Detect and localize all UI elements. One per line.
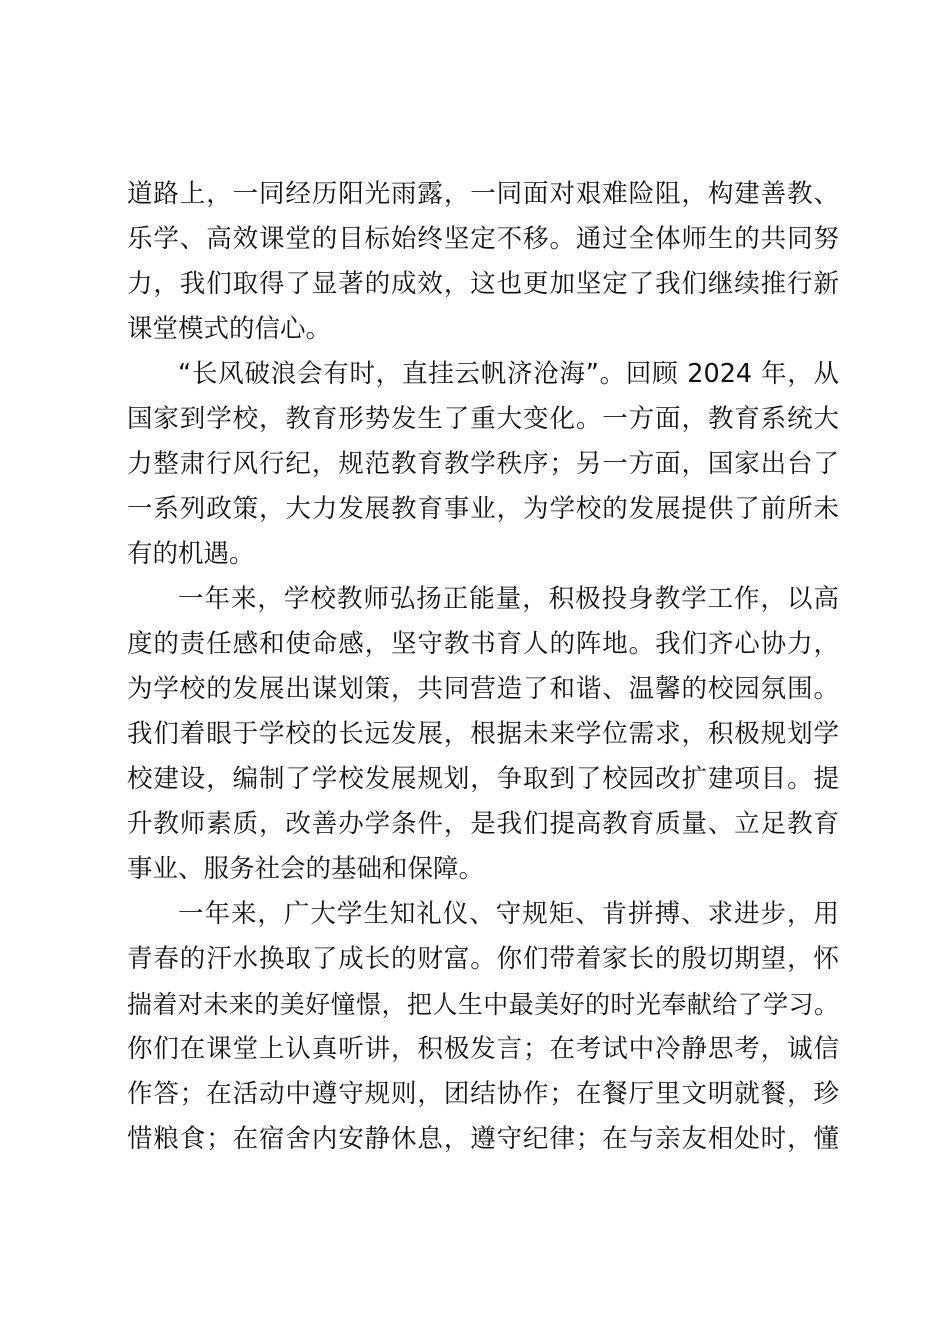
text-line: 度的责任感和使命感，坚守教书育人的阵地。我们齐心协力， xyxy=(127,629,839,659)
text-line: 我们着眼于学校的长远发展，根据未来学位需求，积极规划学 xyxy=(127,719,839,749)
paragraph-2 xyxy=(127,352,839,577)
document-body xyxy=(127,172,839,1162)
text-line: 作答；在活动中遵守规则，团结协作；在餐厅里文明就餐，珍 xyxy=(127,1079,839,1109)
text-line: 校建设，编制了学校发展规划，争取到了校园改扩建项目。提 xyxy=(127,764,839,794)
text-line: 事业、服务社会的基础和保障。 xyxy=(127,854,485,884)
paragraph-1 xyxy=(127,172,839,352)
paragraph-3 xyxy=(127,577,839,892)
text-line: 一年来，学校教师弘扬正能量，积极投身教学工作，以高 xyxy=(178,584,839,614)
text-line: 青春的汗水换取了成长的财富。你们带着家长的殷切期望，怀 xyxy=(127,944,839,974)
text-line: 一系列政策，大力发展教育事业，为学校的发展提供了前所未 xyxy=(127,494,839,524)
paragraph-4 xyxy=(127,892,839,1162)
text-line: 惜粮食；在宿舍内安静休息，遵守纪律；在与亲友相处时，懂 xyxy=(127,1124,839,1154)
text-line: 为学校的发展出谋划策，共同营造了和谐、温馨的校园氛围。 xyxy=(127,674,839,704)
text-line: 国家到学校，教育形势发生了重大变化。一方面，教育系统大 xyxy=(127,404,839,434)
text-line: 乐学、高效课堂的目标始终坚定不移。通过全体师生的共同努 xyxy=(127,224,839,254)
text-line: “长风破浪会有时，直挂云帆济沧海”。回顾 2024 年，从 xyxy=(178,359,839,389)
text-line: 力整肃行风行纪，规范教育教学秩序；另一方面，国家出台了 xyxy=(127,449,839,479)
text-line: 一年来，广大学生知礼仪、守规矩、肯拼搏、求进步，用 xyxy=(178,899,839,929)
text-line: 力，我们取得了显著的成效，这也更加坚定了我们继续推行新 xyxy=(127,269,839,299)
text-line: 升教师素质，改善办学条件，是我们提高教育质量、立足教育 xyxy=(127,809,839,839)
text-line: 你们在课堂上认真听讲，积极发言；在考试中冷静思考，诚信 xyxy=(127,1034,839,1064)
text-line: 揣着对未来的美好憧憬，把人生中最美好的时光奉献给了学习。 xyxy=(127,990,839,1019)
text-line: 道路上，一同经历阳光雨露，一同面对艰难险阻，构建善教、 xyxy=(127,179,839,209)
text-line: 课堂模式的信心。 xyxy=(127,314,332,344)
text-line: 有的机遇。 xyxy=(127,539,255,569)
